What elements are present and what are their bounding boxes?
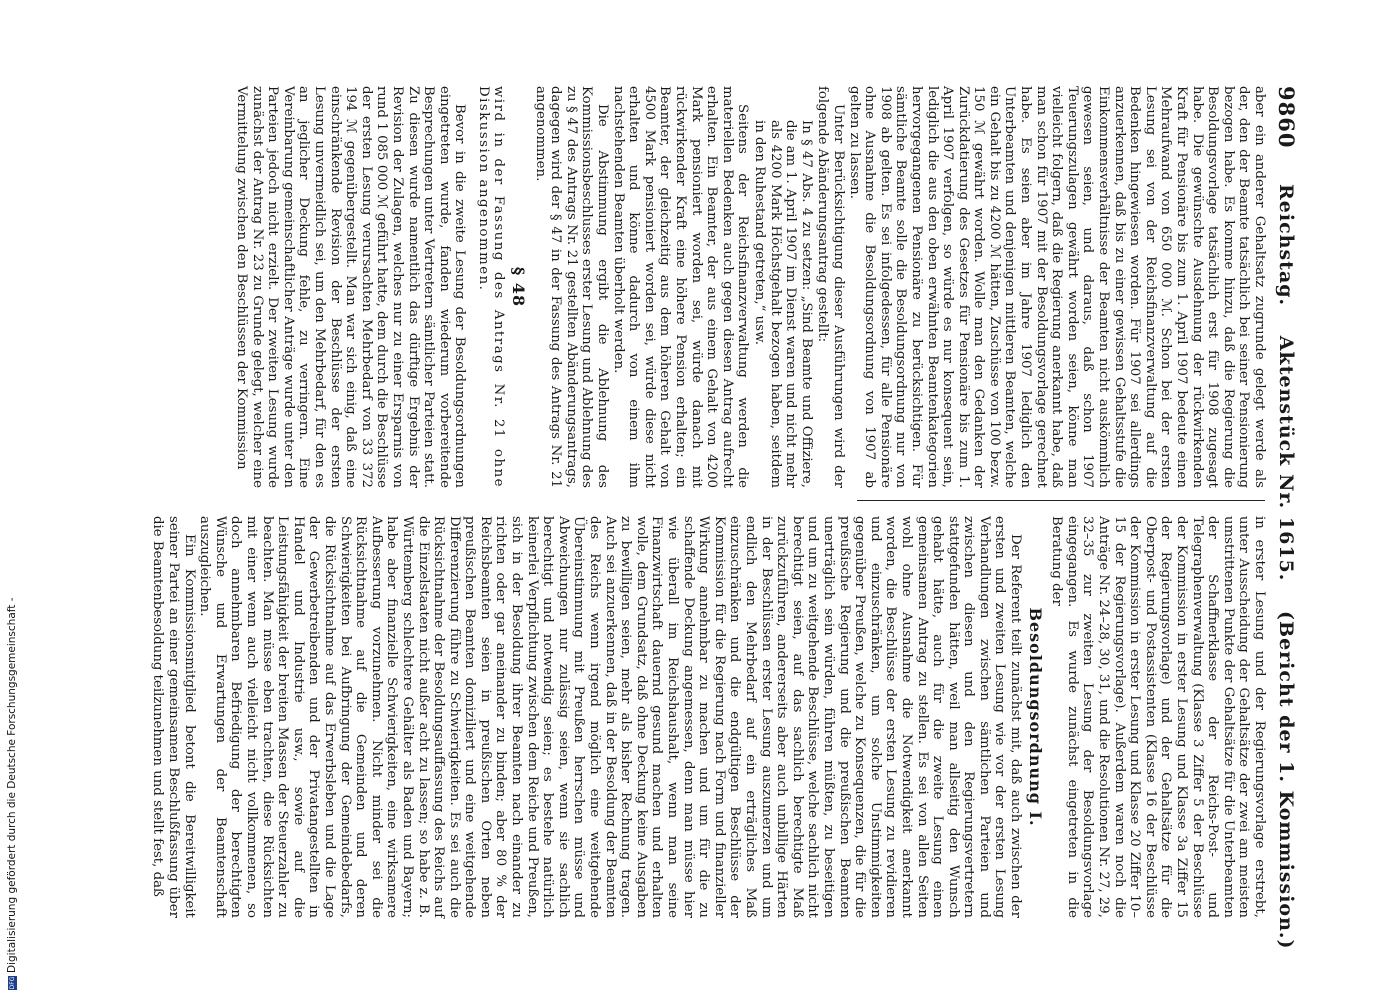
- paragraph: Bevor in die zweite Lesung der Besoldungsordnungen eingetreten wurde, fanden wiederum vorbereitende Besprechungen unter Vertretern sämtlicher Parteien statt. Zu diesen wurde namentlich das dürftige Ergebnis der Revision der Zulagen, welches nur zu einer Ersparnis von rund 1 085 000 ℳ geführt hatte, dem durch die Beschlüsse der ersten Lesung verursachten Mehrbedarf von 33 372 194 ℳ gegenübergestellt. Man war sich einig, daß eine einschränkende Revision der Beschlüsse der ersten Lesung unvermeidlich sei, um den Mehrbedarf, für den es an jeglicher Deckung fehle, zu verringern. Eine Vereinbarung gemeinschaftlicher Anträge wurde unter den Parteien jedoch nicht erzielt. Der zweiten Lesung wurde zunächst der Antrag Nr. 23 zu Grunde gelegt, welcher eine Vermittelung zwischen den Beschlüssen der Kommission: [234, 86, 468, 488]
- paragraph: Ein Kommissionsmitglied betont die Bereitwilligkeit seiner Partei an einer gemeinsamen Beschlußfassung über die Beamtenbesoldung teilzunehmen und stellt fest, daß: [150, 516, 197, 918]
- amendment-quote: In § 47 Abs. 4 zu setzen: „Sind Beamte und Offiziere, die am 1. April 1907 im Dienst waren und nicht mehr als 4200 Mark Höchstgehalt bezogen haben, seitdem in den Ruhestand getreten,“ usw.: [752, 120, 814, 488]
- running-title-report: (Bericht der 1. Kommission.): [1275, 611, 1297, 950]
- running-title-document: Aktenstück Nr. 1615.: [1275, 335, 1297, 582]
- paragraph: in erster Lesung und der Regierungsvorlage erstrebt, unter Ausscheidung der Gehaltsätze der zwei am meisten umstrittenen Punkte der Gehaltsätze für die Unterbeamten der Schaffnerklasse der Reichs-Post- und Telegraphenverwaltung (Klasse 3 Ziffer 5 der Beschlüsse der Kommission in erster Lesung und Klasse 3a Ziffer 15 der Regierungsvorlage) und der Gehaltsätze für die Oberpost- und Postassistenten (Klasse 16 der Beschlüsse der Kommission in erster Lesung und Klasse 20 Ziffer 10–15 der Regierungsvorlage). Außerdem waren noch die Anträge Nr. 24–28, 30, 31, und die Resolutionen Nr. 27, 29, 32–35 zur zweiten Lesung der Besoldungsvorlage eingegangen. Es wurde zunächst eingetreten in die Beratung der: [1049, 516, 1267, 918]
- running-title-chamber: Reichstag.: [1275, 184, 1297, 307]
- column-divider: [857, 500, 1265, 501]
- right-column: [150, 516, 1267, 918]
- paragraph: Seitens der Reichsfinanzverwaltung werden die materiellen Bedenken auch gegen diesen Antrag aufrecht erhalten. Ein Beamter, der aus einem Gehalt von 4200 Mark pensioniert worden sei, würde danach mit rückwirkender Kraft eine höhere Pension erhalten; ein Beamter, der gleichzeitig aus dem höheren Gehalt von 4500 Mark pensioniert worden sei, würde diese nicht erhalten und könne dadurch von einem ihm nachstehenden Beamten überholt werden.: [610, 86, 751, 488]
- paragraph: Unter Berücksichtigung dieser Ausführungen wird der folgende Abänderungsantrag gestellt:: [815, 86, 846, 488]
- left-column: [233, 86, 1267, 488]
- credit-text: Digitalisierung gefördert durch die Deutsche Forschungsgemeinschaft -: [6, 597, 18, 973]
- paragraph: Der Referent teilt zunächst mit, daß auch zwischen der ersten und zweiten Lesung wie vor der ersten Lesung Verhandlungen zwischen sämtlichen Parteien und zwischen diesen und den Regierungsvertretern stattgefunden hätten, weil man allseitig den Wunsch gehabt hätte, auch für die zweite Lesung einen gemeinsamen Antrag zu stellen. Es sei von allen Seiten wohl ohne Ausnahme die Notwendigkeit anerkannt worden, die Beschlüsse der ersten Lesung zu revidieren und einzuschränken, um solche Unstimmigkeiten gegenüber Preußen, welche zu Konsequenzen, die für die preußische Regierung und die preußischen Beamten unerträglich sein würden, führen müßten, zu beseitigen und um zu weitgehende Beschlüsse, welche sachlich nicht berechtigt seien, auf das sachlich berechtigte Maß zurückzuführen, andererseits aber auch unbillige Härten in der Beschlüssen erster Lesung auszumerzen und um endlich den Mehrbedarf auf ein erträgliches Maß einzuschränken und die endgültigen Beschlüsse der Kommission für die Regierung nach Form und finanzieller Wirkung annehmbar zu machen und um für die zu schaffende Deckung angemessen, denn man müsse hier wie überall im Reichshaushalt, wenn man seine Finanzwirtschaft dauernd gesund machen und erhalten wolle, dem Grundsatz, daß ohne Deckung keine Ausgaben zu bewilligen seien, mehr als bisher Rechnung tragen. Auch sei anzuerkennen, daß in der Besoldung der Beamten des Reichs wenn irgend möglich eine weitgehende Übereinstimmung mit Preußen herrschen müsse und Abweichungen nur zulässig seien, wenn sie sachlich berechtigt und notwendig seien; es bestehe natürlich keinerlei Verpflichtung zwischen dem Reiche und Preußen, sich in der Besoldung ihrer Beamten nach einander zu richten oder gar aneinander zu binden; aber 80 % der Reichsbeamten seien in preußischen Orten neben preußischen Beamten domiziliert und eine weitgehende Differenzierung führe zu Schwierigkeiten. Es sei auch die Rücksichtnahme der Besoldungsauffassung des Reichs auf die Einzelstaaten nicht außer acht zu lassen; so habe z. B. Württemberg schlechtere Gehälter als Baden und Bayern; habe aber finanzielle Schwierigkeiten, eine wirksamere Aufbesserung vorzunehmen. Nicht minder sei die Rücksichtnahme auf die Gemeinden und deren Schwierigkeiten bei Aufbringung der Gemeindebedarfs, die Rücksichtnahme auf das Erwerbsleben und die Lage der Gewerbetreibenden und der Privatangestellten in Handel und Industrie usw., sowie auf die Leistungsfähigkeit der breiten Massen der Steuerzahler zu beachten. Man müsse eben trachten, diese Rücksichten mit einer wenn auch vielleicht nicht vollkommenen, so doch annehmbaren Befriedigung der berechtigten Wünsche und Erwartungen der Beamtenschaft auszugleichen.: [197, 516, 1024, 918]
- section-heading: Besoldungsordnung I.: [1025, 607, 1045, 827]
- dfg-logo-icon: DFG: [8, 976, 16, 990]
- paragraph: Die Abstimmung ergibt die Ablehnung des Kommissionsbeschlusses erster Lesung und Ablehnung des zu § 47 des Antrags Nr. 21 gestellten Abänderungsantrags, dagegen wird der § 47 in der Fassung des Antrags Nr. 21 angenommen.: [532, 86, 611, 488]
- paragraph: aber ein anderer Gehaltsatz zugrunde gelegt werde als der, den der Beamte tatsächlich bei seiner Pensionierung bezogen habe. Es komme hinzu, daß die Regierung die Besoldungsvorlage tatsächlich erst für 1908 zugesagt habe. Die gewünschte Ausdehnung der rückwirkenden Kraft für Pensionäre bis zum 1. April 1907 bedeute einen Mehraufwand von 650 000 ℳ. Schon bei der ersten Lesung sei von der Reichsfinanzverwaltung auf die Bedenken hingewiesen worden. Für 1907 sei allerdings anzuerkennen, daß bis zu einer gewissen Gehaltsstufe die Einkommensverhältnisse der Beamten nicht auskömmlich gewesen seien, und daraus, daß schon 1907 Teuerungszulagen gewährt worden seien, könne man vielleicht folgern, daß die Regierung anerkannt habe, daß man schon für 1907 mit der Besoldungsvorlage gerechnet habe. Es seien aber im Jahre 1907 lediglich den Unterbeamten und denjenigen mittleren Beamten, welche ein Gehalt bis zu 4200 ℳ hätten, Zuschüsse von 100 bezw. 150 ℳ gewährt worden. Wolle man den Gedanken der Zurückdatierung des Gesetzes für Pensionäre bis zum 1. April 1907 verfolgen, so würde es nur konsequent sein, lediglich die aus den oben erwähnten Beamtenkategorien hervorgegangenen Pensionäre zu berücksichtigen. Für sämtliche Beamte solle die Besoldungsordnung nur von 1908 ab gelten. Es sei infolgedessen, für alle Pensionäre ohne Ausnahme die Besoldungsordnung von 1907 ab gelten zu lassen.: [846, 86, 1267, 488]
- page-header: [1271, 86, 1301, 950]
- page-number: 9860: [1274, 86, 1299, 149]
- section-heading: § 48: [509, 266, 529, 308]
- digitization-credit: [4, 570, 20, 990]
- running-title: [1275, 184, 1297, 972]
- paragraph: wird in der Fassung des Antrags Nr. 21 ohne Diskussion angenommen.: [475, 86, 507, 488]
